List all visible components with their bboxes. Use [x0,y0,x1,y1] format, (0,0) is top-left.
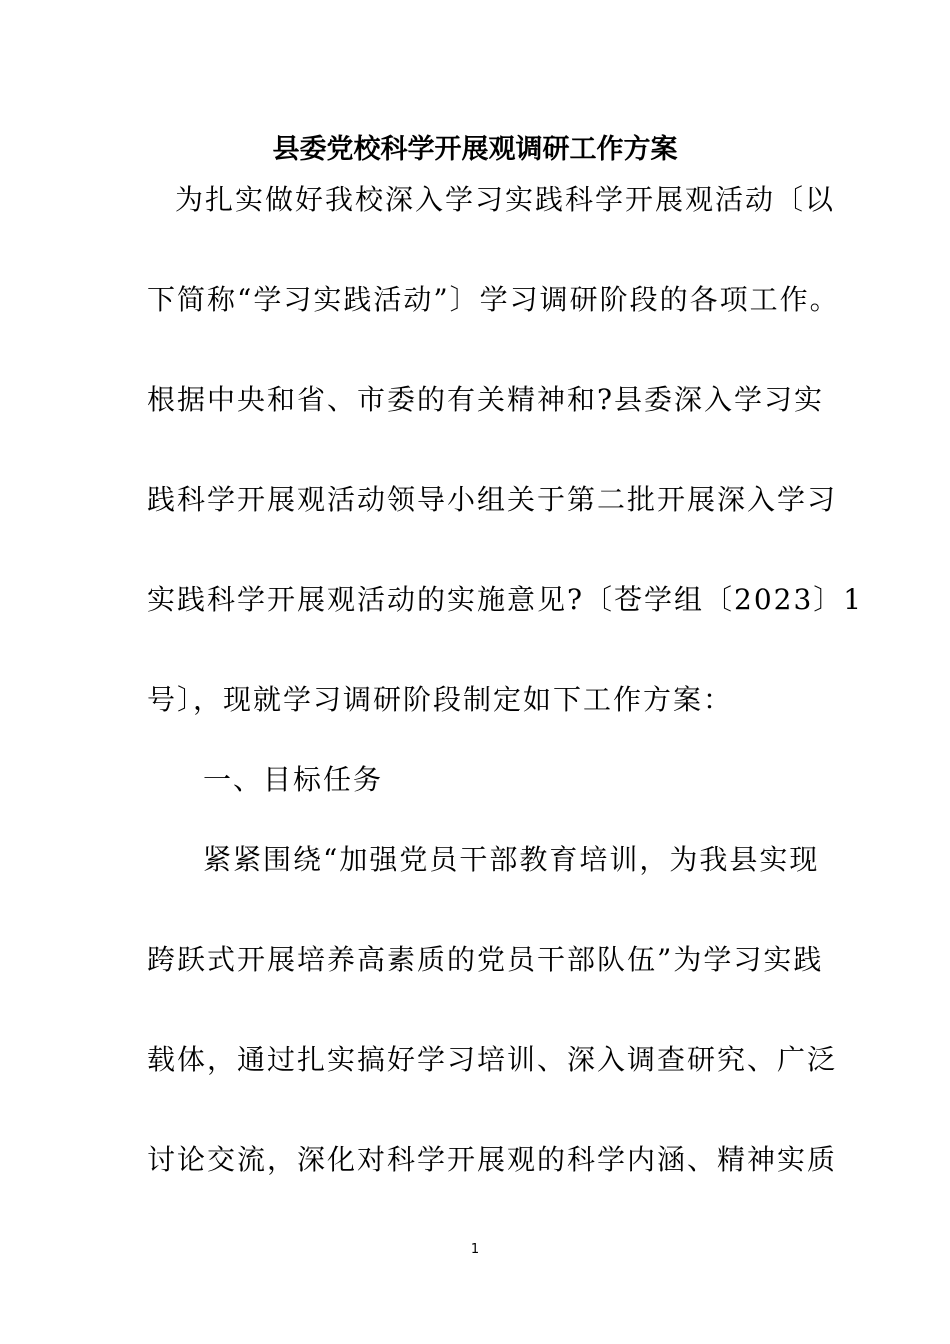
paragraph-line-2: 下简称“学习实践活动”〕学习调研阶段的各项工作。 [147,283,840,316]
paragraph-line-8: 紧紧围绕“加强党员干部教育培训，为我县实现 [203,843,820,876]
paragraph-line-1: 为扎实做好我校深入学习实践科学开展观活动〔以 [175,183,836,216]
paragraph-line-10: 载体，通过扎实搞好学习培训、深入调查研究、广泛 [147,1043,838,1076]
page-number: 1 [470,1242,480,1257]
paragraph-line-5: 实践科学开展观活动的实施意见?〔苍学组〔2023〕1 [147,583,864,616]
paragraph-line-6: 号〕，现就学习调研阶段制定如下工作方案： [147,683,734,716]
paragraph-line-4: 践科学开展观活动领导小组关于第二批开展深入学习 [147,483,838,516]
paragraph-line-9: 跨跃式开展培养高素质的党员干部队伍”为学习实践 [147,943,824,976]
section-heading: 一、目标任务 [203,763,384,796]
paragraph-line-11: 讨论交流，深化对科学开展观的科学内涵、精神实质 [147,1143,838,1176]
document-title: 县委党校科学开展观调研工作方案 [272,134,678,165]
paragraph-line-3: 根据中央和省、市委的有关精神和?县委深入学习实 [147,383,825,416]
